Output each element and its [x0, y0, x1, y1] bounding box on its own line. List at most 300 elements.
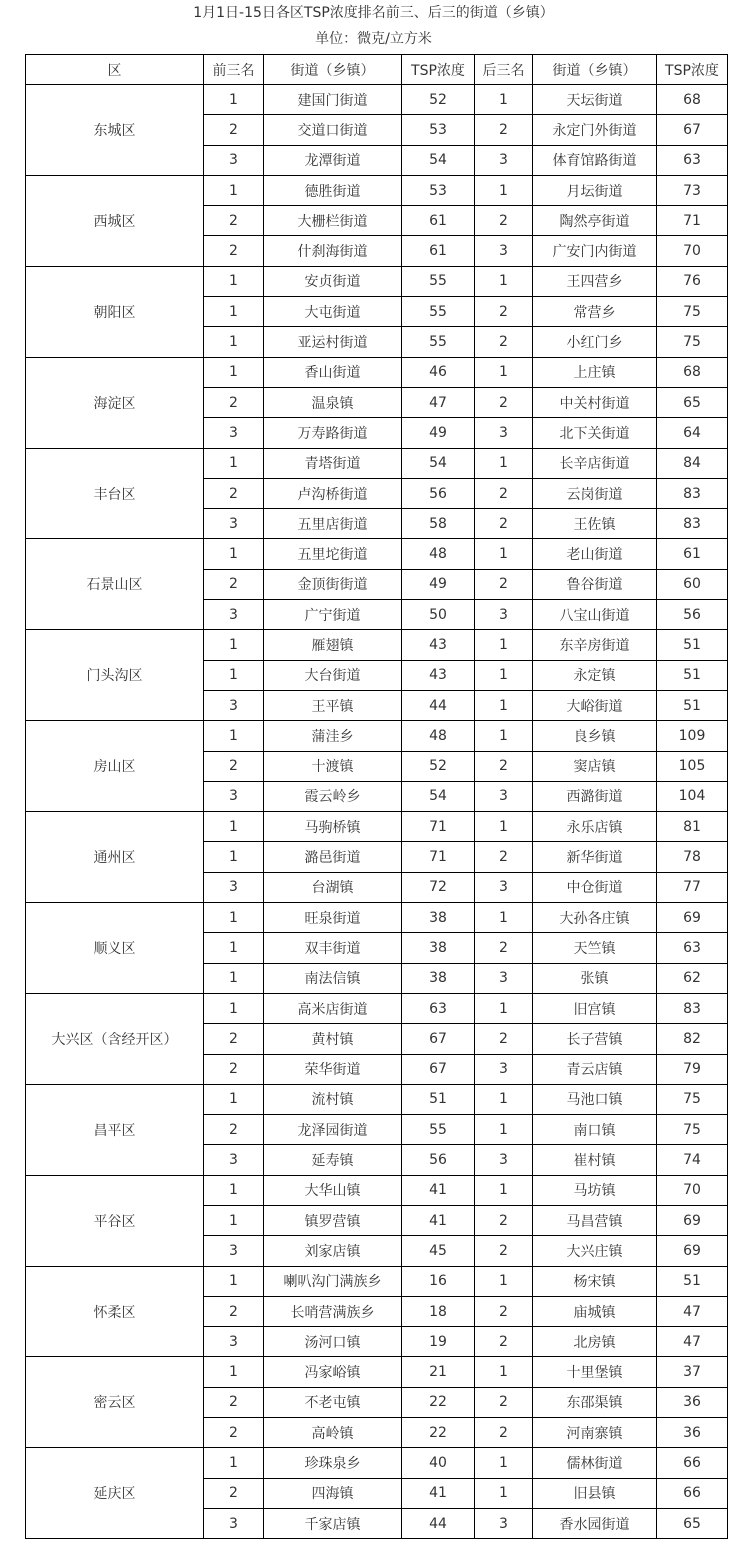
top-rank-cell: 1 [204, 993, 264, 1023]
top-rank-cell: 3 [204, 872, 264, 902]
bottom-tsp-cell: 56 [657, 600, 728, 630]
top-tsp-cell: 63 [402, 993, 475, 1023]
table-row [26, 1175, 728, 1205]
bottom-tsp-cell: 78 [657, 842, 728, 872]
top-street-cell: 高岭镇 [264, 1418, 402, 1448]
bottom-tsp-cell: 47 [657, 1296, 728, 1326]
top-street-cell: 蒲洼乡 [264, 721, 402, 751]
bottom-street-cell: 体育馆路街道 [533, 145, 657, 175]
bottom-rank-cell: 2 [475, 206, 533, 236]
unit-label: 单位：微克/立方米 [315, 31, 432, 47]
top-rank-cell: 3 [204, 690, 264, 720]
bottom-tsp-cell: 83 [657, 993, 728, 1023]
top-rank-cell: 1 [204, 903, 264, 933]
bottom-rank-cell: 1 [475, 1478, 533, 1508]
bottom-street-cell: 张镇 [533, 963, 657, 993]
bottom-street-cell: 旧县镇 [533, 1478, 657, 1508]
table-row [26, 721, 728, 751]
bottom-rank-cell: 3 [475, 1054, 533, 1084]
top-tsp-cell: 48 [402, 539, 475, 569]
bottom-rank-cell: 2 [475, 115, 533, 145]
bottom-rank-cell: 3 [475, 1145, 533, 1175]
top-street-cell: 王平镇 [264, 690, 402, 720]
top-rank-cell: 1 [204, 1084, 264, 1114]
table-body [26, 85, 728, 1539]
top-tsp-cell: 50 [402, 600, 475, 630]
district-name-cell: 密云区 [26, 1357, 204, 1448]
top-street-cell: 香山街道 [264, 357, 402, 387]
table-row [26, 175, 728, 205]
bottom-rank-cell: 2 [475, 297, 533, 327]
bottom-tsp-cell: 51 [657, 690, 728, 720]
bottom-tsp-cell: 51 [657, 660, 728, 690]
top-rank-cell: 2 [204, 1024, 264, 1054]
top-tsp-cell: 45 [402, 1236, 475, 1266]
top-street-cell: 安贞街道 [264, 266, 402, 296]
top-rank-cell: 1 [204, 1175, 264, 1205]
top-street-cell: 万寿路街道 [264, 418, 402, 448]
top-street-cell: 建国门街道 [264, 85, 402, 115]
table-row [26, 1084, 728, 1114]
bottom-tsp-cell: 75 [657, 1084, 728, 1114]
top-street-cell: 大栅栏街道 [264, 206, 402, 236]
top-street-cell: 双丰街道 [264, 933, 402, 963]
bottom-tsp-cell: 65 [657, 387, 728, 417]
bottom-street-cell: 王四营乡 [533, 266, 657, 296]
bottom-tsp-cell: 70 [657, 1175, 728, 1205]
bottom-tsp-cell: 70 [657, 236, 728, 266]
bottom-rank-cell: 3 [475, 236, 533, 266]
top-street-cell: 十渡镇 [264, 751, 402, 781]
top-street-cell: 延寿镇 [264, 1145, 402, 1175]
bottom-rank-cell: 2 [475, 1418, 533, 1448]
header-bottom-rank: 后三名 [475, 55, 533, 85]
top-rank-cell: 3 [204, 145, 264, 175]
top-tsp-cell: 55 [402, 1115, 475, 1145]
bottom-rank-cell: 3 [475, 145, 533, 175]
table-row [26, 1448, 728, 1478]
top-rank-cell: 2 [204, 236, 264, 266]
bottom-tsp-cell: 47 [657, 1327, 728, 1357]
top-street-cell: 金顶街街道 [264, 569, 402, 599]
bottom-street-cell: 陶然亭街道 [533, 206, 657, 236]
top-rank-cell: 3 [204, 1508, 264, 1538]
bottom-street-cell: 云岗街道 [533, 478, 657, 508]
top-rank-cell: 1 [204, 1357, 264, 1387]
top-rank-cell: 1 [204, 266, 264, 296]
top-rank-cell: 3 [204, 1236, 264, 1266]
district-name-cell: 大兴区（含经开区） [26, 993, 204, 1084]
top-rank-cell: 2 [204, 751, 264, 781]
bottom-tsp-cell: 77 [657, 872, 728, 902]
top-rank-cell: 2 [204, 569, 264, 599]
bottom-street-cell: 儒林街道 [533, 1448, 657, 1478]
top-tsp-cell: 22 [402, 1418, 475, 1448]
bottom-street-cell: 十里堡镇 [533, 1357, 657, 1387]
top-street-cell: 马驹桥镇 [264, 812, 402, 842]
district-name-cell: 门头沟区 [26, 630, 204, 721]
top-rank-cell: 1 [204, 327, 264, 357]
top-rank-cell: 1 [204, 1448, 264, 1478]
bottom-street-cell: 河南寨镇 [533, 1418, 657, 1448]
top-street-cell: 什刹海街道 [264, 236, 402, 266]
top-tsp-cell: 55 [402, 327, 475, 357]
bottom-rank-cell: 2 [475, 509, 533, 539]
top-rank-cell: 2 [204, 1478, 264, 1508]
bottom-street-cell: 上庄镇 [533, 357, 657, 387]
top-tsp-cell: 72 [402, 872, 475, 902]
top-tsp-cell: 43 [402, 630, 475, 660]
top-tsp-cell: 53 [402, 175, 475, 205]
top-rank-cell: 1 [204, 85, 264, 115]
bottom-tsp-cell: 83 [657, 509, 728, 539]
header-bottom-tsp: TSP浓度 [657, 55, 728, 85]
bottom-street-cell: 长子营镇 [533, 1024, 657, 1054]
top-tsp-cell: 19 [402, 1327, 475, 1357]
top-street-cell: 温泉镇 [264, 387, 402, 417]
bottom-street-cell: 中仓街道 [533, 872, 657, 902]
bottom-rank-cell: 2 [475, 569, 533, 599]
bottom-street-cell: 永乐店镇 [533, 812, 657, 842]
document-title: 1月1日-15日各区TSP浓度排名前三、后三的街道（乡镇） [193, 5, 554, 21]
bottom-tsp-cell: 51 [657, 630, 728, 660]
top-street-cell: 冯家峪镇 [264, 1357, 402, 1387]
bottom-street-cell: 鲁谷街道 [533, 569, 657, 599]
table-row [26, 539, 728, 569]
bottom-tsp-cell: 37 [657, 1357, 728, 1387]
bottom-tsp-cell: 60 [657, 569, 728, 599]
top-rank-cell: 2 [204, 115, 264, 145]
bottom-rank-cell: 1 [475, 812, 533, 842]
bottom-rank-cell: 2 [475, 842, 533, 872]
top-rank-cell: 1 [204, 721, 264, 751]
bottom-rank-cell: 1 [475, 1115, 533, 1145]
top-street-cell: 大屯街道 [264, 297, 402, 327]
bottom-street-cell: 永定镇 [533, 660, 657, 690]
top-rank-cell: 2 [204, 1387, 264, 1417]
top-tsp-cell: 56 [402, 1145, 475, 1175]
bottom-street-cell: 中关村街道 [533, 387, 657, 417]
top-tsp-cell: 47 [402, 387, 475, 417]
top-street-cell: 喇叭沟门满族乡 [264, 1266, 402, 1296]
bottom-tsp-cell: 76 [657, 266, 728, 296]
bottom-rank-cell: 3 [475, 418, 533, 448]
bottom-rank-cell: 3 [475, 781, 533, 811]
bottom-tsp-cell: 64 [657, 418, 728, 448]
bottom-street-cell: 常营乡 [533, 297, 657, 327]
bottom-rank-cell: 1 [475, 1357, 533, 1387]
top-tsp-cell: 44 [402, 1508, 475, 1538]
bottom-tsp-cell: 105 [657, 751, 728, 781]
bottom-rank-cell: 1 [475, 721, 533, 751]
top-rank-cell: 1 [204, 630, 264, 660]
bottom-street-cell: 王佐镇 [533, 509, 657, 539]
top-tsp-cell: 71 [402, 812, 475, 842]
bottom-street-cell: 马昌营镇 [533, 1205, 657, 1235]
district-name-cell: 昌平区 [26, 1084, 204, 1175]
bottom-street-cell: 青云店镇 [533, 1054, 657, 1084]
top-street-cell: 龙潭街道 [264, 145, 402, 175]
district-name-cell: 东城区 [26, 85, 204, 176]
bottom-tsp-cell: 104 [657, 781, 728, 811]
bottom-street-cell: 良乡镇 [533, 721, 657, 751]
bottom-rank-cell: 3 [475, 1508, 533, 1538]
table-row [26, 812, 728, 842]
bottom-rank-cell: 2 [475, 1296, 533, 1326]
top-street-cell: 大台街道 [264, 660, 402, 690]
district-name-cell: 丰台区 [26, 448, 204, 539]
top-tsp-cell: 54 [402, 448, 475, 478]
top-tsp-cell: 61 [402, 206, 475, 236]
bottom-rank-cell: 1 [475, 903, 533, 933]
district-name-cell: 通州区 [26, 812, 204, 903]
bottom-rank-cell: 1 [475, 1175, 533, 1205]
top-tsp-cell: 38 [402, 903, 475, 933]
top-street-cell: 南法信镇 [264, 963, 402, 993]
top-tsp-cell: 41 [402, 1175, 475, 1205]
bottom-rank-cell: 2 [475, 1387, 533, 1417]
top-tsp-cell: 52 [402, 85, 475, 115]
top-rank-cell: 1 [204, 963, 264, 993]
district-name-cell: 延庆区 [26, 1448, 204, 1539]
bottom-tsp-cell: 71 [657, 206, 728, 236]
bottom-tsp-cell: 74 [657, 1145, 728, 1175]
top-tsp-cell: 67 [402, 1054, 475, 1084]
top-street-cell: 千家店镇 [264, 1508, 402, 1538]
top-tsp-cell: 55 [402, 266, 475, 296]
header-top-rank: 前三名 [204, 55, 264, 85]
bottom-tsp-cell: 73 [657, 175, 728, 205]
top-tsp-cell: 58 [402, 509, 475, 539]
bottom-tsp-cell: 79 [657, 1054, 728, 1084]
bottom-rank-cell: 1 [475, 993, 533, 1023]
bottom-street-cell: 老山街道 [533, 539, 657, 569]
top-street-cell: 潞邑街道 [264, 842, 402, 872]
bottom-rank-cell: 1 [475, 266, 533, 296]
top-rank-cell: 1 [204, 297, 264, 327]
bottom-tsp-cell: 68 [657, 357, 728, 387]
bottom-tsp-cell: 61 [657, 539, 728, 569]
top-rank-cell: 1 [204, 357, 264, 387]
bottom-street-cell: 天竺镇 [533, 933, 657, 963]
top-tsp-cell: 54 [402, 145, 475, 175]
bottom-tsp-cell: 36 [657, 1387, 728, 1417]
top-rank-cell: 2 [204, 1418, 264, 1448]
bottom-rank-cell: 1 [475, 690, 533, 720]
bottom-tsp-cell: 69 [657, 1205, 728, 1235]
bottom-street-cell: 南口镇 [533, 1115, 657, 1145]
table-header [26, 55, 728, 85]
top-street-cell: 荣华街道 [264, 1054, 402, 1084]
top-street-cell: 黄村镇 [264, 1024, 402, 1054]
tsp-ranking-table [25, 54, 728, 1539]
top-rank-cell: 3 [204, 1327, 264, 1357]
top-rank-cell: 1 [204, 660, 264, 690]
bottom-rank-cell: 2 [475, 1024, 533, 1054]
bottom-tsp-cell: 81 [657, 812, 728, 842]
bottom-street-cell: 新华街道 [533, 842, 657, 872]
bottom-street-cell: 旧宫镇 [533, 993, 657, 1023]
header-row [26, 55, 728, 85]
bottom-street-cell: 东辛房街道 [533, 630, 657, 660]
top-rank-cell: 2 [204, 478, 264, 508]
top-street-cell: 台湖镇 [264, 872, 402, 902]
top-rank-cell: 3 [204, 509, 264, 539]
bottom-rank-cell: 2 [475, 478, 533, 508]
top-rank-cell: 2 [204, 1054, 264, 1084]
top-tsp-cell: 67 [402, 1024, 475, 1054]
bottom-rank-cell: 2 [475, 751, 533, 781]
top-street-cell: 旺泉街道 [264, 903, 402, 933]
bottom-tsp-cell: 36 [657, 1418, 728, 1448]
bottom-street-cell: 永定门外街道 [533, 115, 657, 145]
top-rank-cell: 2 [204, 387, 264, 417]
bottom-street-cell: 马池口镇 [533, 1084, 657, 1114]
top-tsp-cell: 16 [402, 1266, 475, 1296]
top-tsp-cell: 54 [402, 781, 475, 811]
top-tsp-cell: 41 [402, 1205, 475, 1235]
bottom-street-cell: 西潞街道 [533, 781, 657, 811]
top-street-cell: 霞云岭乡 [264, 781, 402, 811]
bottom-tsp-cell: 69 [657, 1236, 728, 1266]
table-row [26, 903, 728, 933]
bottom-street-cell: 马坊镇 [533, 1175, 657, 1205]
bottom-tsp-cell: 68 [657, 85, 728, 115]
top-tsp-cell: 49 [402, 418, 475, 448]
top-rank-cell: 1 [204, 812, 264, 842]
header-top-tsp: TSP浓度 [402, 55, 475, 85]
district-name-cell: 西城区 [26, 175, 204, 266]
bottom-rank-cell: 2 [475, 1236, 533, 1266]
top-street-cell: 流村镇 [264, 1084, 402, 1114]
top-rank-cell: 2 [204, 1296, 264, 1326]
table-row [26, 266, 728, 296]
district-name-cell: 朝阳区 [26, 266, 204, 357]
bottom-tsp-cell: 84 [657, 448, 728, 478]
top-street-cell: 卢沟桥街道 [264, 478, 402, 508]
top-tsp-cell: 22 [402, 1387, 475, 1417]
bottom-tsp-cell: 75 [657, 327, 728, 357]
bottom-tsp-cell: 69 [657, 903, 728, 933]
bottom-tsp-cell: 75 [657, 297, 728, 327]
table-row [26, 630, 728, 660]
bottom-street-cell: 广安门内街道 [533, 236, 657, 266]
top-rank-cell: 1 [204, 933, 264, 963]
top-street-cell: 高米店街道 [264, 993, 402, 1023]
top-street-cell: 不老屯镇 [264, 1387, 402, 1417]
top-rank-cell: 1 [204, 1205, 264, 1235]
district-name-cell: 海淀区 [26, 357, 204, 448]
top-rank-cell: 1 [204, 842, 264, 872]
top-street-cell: 德胜街道 [264, 175, 402, 205]
bottom-tsp-cell: 63 [657, 145, 728, 175]
top-rank-cell: 1 [204, 175, 264, 205]
top-street-cell: 五里坨街道 [264, 539, 402, 569]
bottom-rank-cell: 1 [475, 1266, 533, 1296]
top-tsp-cell: 18 [402, 1296, 475, 1326]
table-row [26, 1357, 728, 1387]
bottom-rank-cell: 1 [475, 175, 533, 205]
top-street-cell: 五里店街道 [264, 509, 402, 539]
top-tsp-cell: 38 [402, 933, 475, 963]
top-street-cell: 广宁街道 [264, 600, 402, 630]
district-name-cell: 房山区 [26, 721, 204, 812]
bottom-street-cell: 八宝山街道 [533, 600, 657, 630]
bottom-tsp-cell: 65 [657, 1508, 728, 1538]
table-row [26, 448, 728, 478]
top-tsp-cell: 41 [402, 1478, 475, 1508]
table-row [26, 993, 728, 1023]
district-name-cell: 顺义区 [26, 903, 204, 994]
bottom-street-cell: 杨宋镇 [533, 1266, 657, 1296]
bottom-rank-cell: 1 [475, 357, 533, 387]
table-row [26, 85, 728, 115]
top-street-cell: 汤河口镇 [264, 1327, 402, 1357]
table-row [26, 357, 728, 387]
top-tsp-cell: 48 [402, 721, 475, 751]
bottom-street-cell: 崔村镇 [533, 1145, 657, 1175]
bottom-rank-cell: 2 [475, 327, 533, 357]
top-street-cell: 长哨营满族乡 [264, 1296, 402, 1326]
top-rank-cell: 3 [204, 418, 264, 448]
bottom-street-cell: 北房镇 [533, 1327, 657, 1357]
table-row [26, 1266, 728, 1296]
top-rank-cell: 1 [204, 448, 264, 478]
top-tsp-cell: 51 [402, 1084, 475, 1114]
bottom-tsp-cell: 109 [657, 721, 728, 751]
bottom-tsp-cell: 63 [657, 933, 728, 963]
bottom-tsp-cell: 67 [657, 115, 728, 145]
top-street-cell: 雁翅镇 [264, 630, 402, 660]
top-tsp-cell: 71 [402, 842, 475, 872]
bottom-rank-cell: 1 [475, 630, 533, 660]
top-street-cell: 大华山镇 [264, 1175, 402, 1205]
bottom-rank-cell: 3 [475, 872, 533, 902]
bottom-street-cell: 长辛店街道 [533, 448, 657, 478]
top-tsp-cell: 52 [402, 751, 475, 781]
top-tsp-cell: 61 [402, 236, 475, 266]
bottom-street-cell: 月坛街道 [533, 175, 657, 205]
top-street-cell: 青塔街道 [264, 448, 402, 478]
bottom-tsp-cell: 51 [657, 1266, 728, 1296]
bottom-street-cell: 大孙各庄镇 [533, 903, 657, 933]
top-tsp-cell: 46 [402, 357, 475, 387]
district-name-cell: 怀柔区 [26, 1266, 204, 1357]
bottom-street-cell: 天坛街道 [533, 85, 657, 115]
top-tsp-cell: 49 [402, 569, 475, 599]
top-rank-cell: 1 [204, 1266, 264, 1296]
bottom-rank-cell: 3 [475, 600, 533, 630]
top-rank-cell: 2 [204, 206, 264, 236]
bottom-tsp-cell: 75 [657, 1115, 728, 1145]
top-tsp-cell: 43 [402, 660, 475, 690]
bottom-rank-cell: 2 [475, 933, 533, 963]
top-street-cell: 珍珠泉乡 [264, 1448, 402, 1478]
top-rank-cell: 3 [204, 781, 264, 811]
bottom-rank-cell: 1 [475, 1084, 533, 1114]
bottom-rank-cell: 1 [475, 85, 533, 115]
bottom-rank-cell: 1 [475, 1448, 533, 1478]
bottom-street-cell: 庙城镇 [533, 1296, 657, 1326]
top-street-cell: 刘家店镇 [264, 1236, 402, 1266]
district-name-cell: 平谷区 [26, 1175, 204, 1266]
top-street-cell: 龙泽园街道 [264, 1115, 402, 1145]
bottom-rank-cell: 2 [475, 387, 533, 417]
bottom-rank-cell: 2 [475, 1205, 533, 1235]
bottom-street-cell: 小红门乡 [533, 327, 657, 357]
bottom-street-cell: 大峪街道 [533, 690, 657, 720]
top-rank-cell: 3 [204, 1145, 264, 1175]
